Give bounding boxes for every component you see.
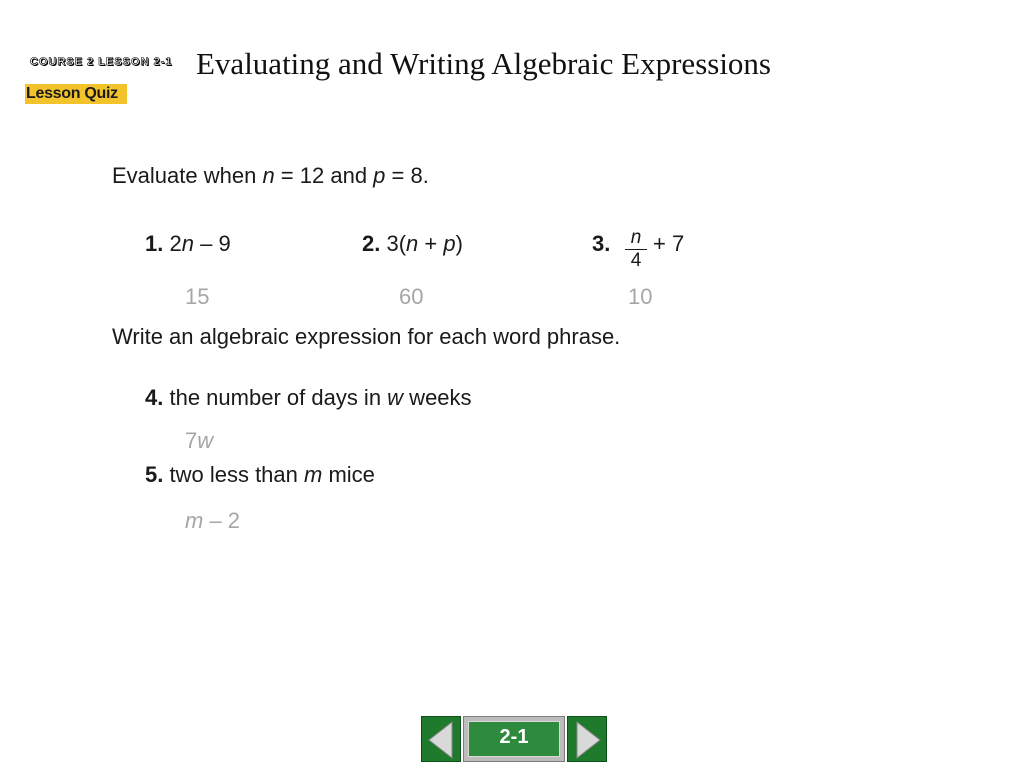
problem-2	[362, 231, 463, 257]
problem-5	[145, 462, 375, 488]
answer-rest: – 2	[203, 508, 241, 533]
problem-number: 3.	[592, 231, 611, 256]
variable: w	[387, 385, 404, 410]
answer-variable: m	[185, 508, 204, 533]
right-arrow-icon	[568, 717, 608, 763]
fraction-numerator: n	[630, 227, 642, 248]
problem-number: 5.	[145, 462, 164, 487]
instruction-text: = 8.	[385, 163, 429, 188]
problem-1	[145, 231, 231, 257]
answer-variable: w	[197, 428, 214, 453]
answer-coefficient: 7	[185, 428, 198, 453]
problem-number: 2.	[362, 231, 381, 256]
expression-close: )	[455, 231, 463, 256]
course-lesson-label: COURSE 2 LESSON 2-1	[30, 56, 173, 68]
expression-rest: – 9	[193, 231, 231, 256]
expression-open: 3(	[386, 231, 407, 256]
lesson-quiz-badge: Lesson Quiz	[25, 84, 127, 104]
answer-5	[185, 508, 240, 534]
operator: +	[418, 231, 444, 256]
phrase-text: mice	[322, 462, 375, 487]
problem-number: 4.	[145, 385, 164, 410]
variable-n: n	[262, 163, 275, 188]
answer-1: 15	[185, 284, 210, 309]
answer-2: 60	[399, 284, 424, 309]
instruction-text: Evaluate when	[112, 163, 263, 188]
answer-3: 10	[628, 284, 653, 309]
problem-3-rest: + 7	[653, 231, 685, 256]
variable: m	[304, 462, 323, 487]
fraction-denominator: 4	[630, 250, 642, 271]
variable-p: p	[373, 163, 386, 188]
phrase-text: weeks	[403, 385, 472, 410]
variable: n	[181, 231, 194, 256]
write-instruction: Write an algebraic expression for each word phrase.	[112, 324, 621, 349]
problem-3-number	[592, 231, 610, 257]
fraction	[625, 228, 647, 271]
phrase-text: the number of days in	[169, 385, 388, 410]
page-title: Evaluating and Writing Algebraic Expressions	[196, 46, 771, 81]
phrase-text: two less than	[169, 462, 304, 487]
previous-slide-button[interactable]	[421, 716, 461, 762]
problem-number: 1.	[145, 231, 164, 256]
variable: p	[443, 231, 456, 256]
next-slide-button[interactable]	[567, 716, 607, 762]
slide-label-box	[463, 716, 565, 762]
coefficient: 2	[169, 231, 182, 256]
answer-4	[185, 428, 213, 454]
left-arrow-icon	[422, 717, 462, 763]
problem-4	[145, 385, 472, 411]
evaluate-instruction	[112, 163, 429, 189]
variable: n	[406, 231, 419, 256]
slide-label: 2-1	[468, 721, 560, 757]
instruction-text: = 12 and	[274, 163, 374, 188]
